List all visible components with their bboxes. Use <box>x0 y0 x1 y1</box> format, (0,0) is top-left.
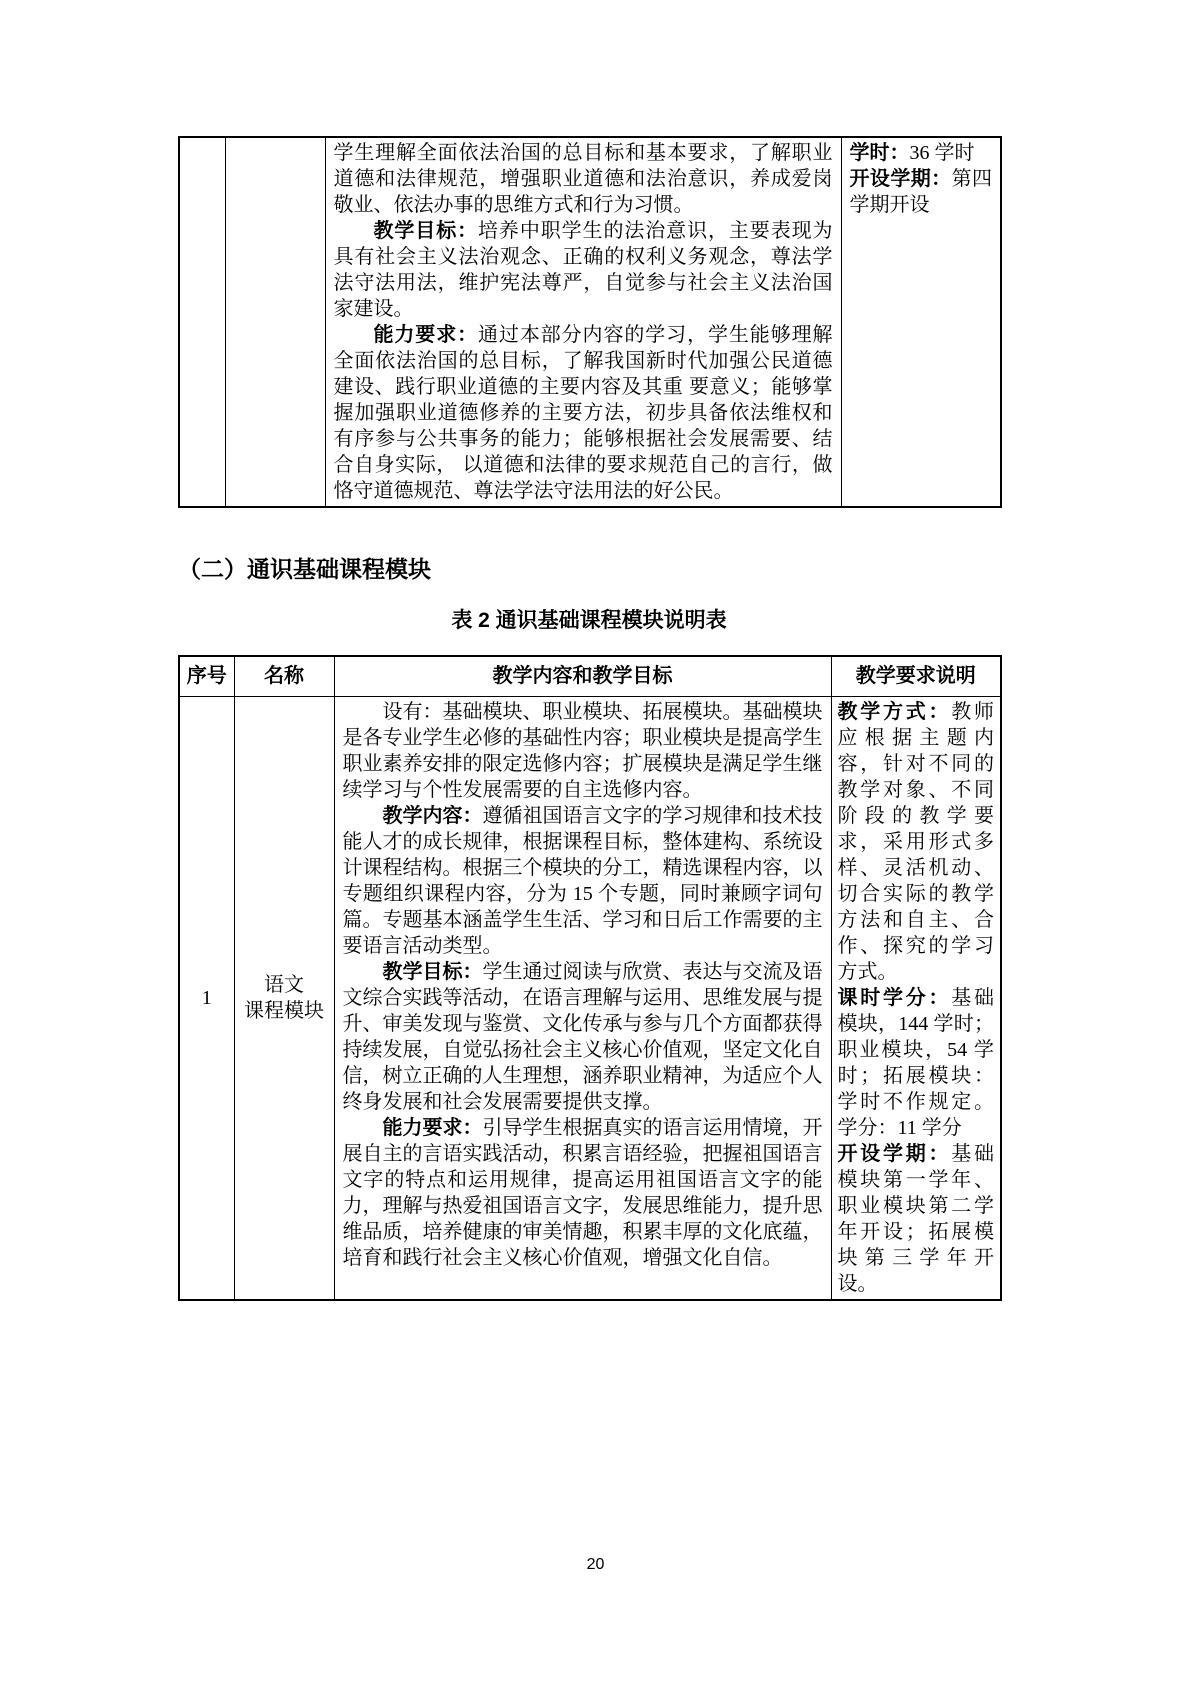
t2-name-cell <box>234 696 334 1300</box>
paragraph-label: 能力要求： <box>382 1116 483 1139</box>
section-heading: （二）通识基础课程模块 <box>178 556 431 582</box>
header-seq: 序号 <box>179 656 234 696</box>
paragraph-label: 开设学期： <box>837 1142 952 1165</box>
paragraph <box>838 985 995 1141</box>
paragraph-label: 能力要求： <box>373 324 479 346</box>
header-requirement: 教学要求说明 <box>831 656 1001 696</box>
table-module <box>178 655 1002 1301</box>
paragraph-text: 通过本部分内容的学习，学生能够理解全面依法治国的总目标，了解我国新时代加强公民道德建设、践行职业道德的主要内容及其重 要意义；能够掌握加强职业道德修养的主要方法，初步具备依法维权和有序参与公共事务的能力；能够根据社会发展需要、结合自身实际， 以道德和法律的要求规范自己的言行，做恪守道德规范、尊法学法守法用法的好公民。 <box>333 324 833 502</box>
t1-schedule-cell <box>841 137 1001 507</box>
schedule-text: 36 学时 <box>909 142 975 164</box>
paragraph-label: 教学方式： <box>837 700 952 723</box>
t2-requirement-cell <box>831 696 1001 1300</box>
paragraph <box>838 1141 995 1297</box>
table-header-row <box>179 656 1001 696</box>
schedule-label: 开设学期： <box>849 168 952 190</box>
paragraph-text: 引导学生根据真实的语言运用情境，开展自主的言语实践活动，积累言语经验，把握祖国语言文字的特点和运用规律，提高运用祖国语言文字的能力，理解与热爱祖国语言文字，发展思维能力，提升思维品质，培养健康的审美情趣，积累丰厚的文化底蕴，培育和践行社会主义核心价值观，增强文化自信。 <box>342 1116 823 1269</box>
t1-seq-cell <box>179 137 225 507</box>
paragraph <box>343 1115 823 1271</box>
paragraph-text: 学生理解全面依法治国的总目标和基本要求，了解职业道德和法律规范，增强职业道德和法治意识，养成爱岗 敬业、依法办事的思维方式和行为习惯。 <box>333 142 833 216</box>
header-name: 名称 <box>234 656 334 696</box>
paragraph <box>343 803 823 959</box>
paragraph-label: 教学目标： <box>382 960 483 983</box>
paragraph <box>838 699 995 985</box>
header-content: 教学内容和教学目标 <box>334 656 831 696</box>
paragraph-text: 基础模块第一学年、职业模块第二学年开设；拓展模块第三学年开设。 <box>837 1142 994 1295</box>
paragraph-label: 课时学分： <box>837 986 952 1009</box>
paragraph-text: 学生通过阅读与欣赏、表达与交流及语文综合实践等活动，在语言理解与运用、思维发展与提升、审美发现与鉴赏、文化传承与参与几个方面都获得持续发展，自觉弘扬社会主义核心价值观，坚定文化自信，树立正确的人生理想，涵养职业精神，为适应个人终身发展和社会发展需要提供支撑。 <box>342 960 823 1113</box>
paragraph <box>334 140 833 218</box>
paragraph-text: 培养中职学生的法治意识，主要表现为具有社会主义法治观念、正确的权利义务观念，尊法学法守法用法，维护宪法尊严，自觉参与社会主义法治国家建设。 <box>333 220 833 320</box>
paragraph <box>334 218 833 322</box>
schedule-hours <box>850 140 993 166</box>
schedule-label: 学时： <box>849 142 910 164</box>
table-row <box>179 696 1001 1300</box>
paragraph <box>334 322 833 504</box>
paragraph-text: 遵循祖国语言文字的学习规律和技术技能人才的成长规律，根据课程目标，整体建构、系统设计课程结构。根据三个模块的分工，精选课程内容，以专题组织课程内容，分为 15 个专题，同时兼顾字词句篇。专题基本涵盖学生生活、学习和日后工作需要的主要语言活动类型。 <box>342 804 823 957</box>
course-name-line: 课程模块 <box>244 999 324 1022</box>
table-caption: 表 2 通识基础课程模块说明表 <box>451 609 727 632</box>
paragraph <box>343 959 823 1115</box>
paragraph-text: 设有：基础模块、职业模块、拓展模块。基础模块是各专业学生必修的基础性内容；职业模块是提高学生职业素养安排的限定选修内容；扩展模块是满足学生继续学习与个性发展需要的自主选修内容。 <box>342 700 823 801</box>
paragraph-text: 基础模块，144 学时；职业模块，54 学时；拓展模块：学时不作规定。学分：11 学分 <box>837 986 994 1139</box>
paragraph-label: 教学内容： <box>382 804 483 827</box>
page-number: 20 <box>586 1556 605 1573</box>
paragraph-text: 教师应根据主题内容，针对不同的教学对象、不同阶段的教学要求，采用形式多样、灵活机动、切合实际的教学方法和自主、合作、探究的学习方式。 <box>837 700 994 983</box>
t1-content-cell <box>325 137 841 507</box>
t2-content-cell <box>334 696 831 1300</box>
table-continuation <box>178 136 1002 508</box>
t1-name-cell <box>225 137 325 507</box>
schedule-text: 第四学期开设 <box>849 168 993 216</box>
t2-seq-cell: 1 <box>179 696 234 1300</box>
course-name-line: 语文 <box>264 973 304 996</box>
schedule-term <box>850 166 993 218</box>
table-row <box>179 137 1001 507</box>
paragraph <box>343 699 823 803</box>
paragraph-label: 教学目标： <box>373 220 479 242</box>
